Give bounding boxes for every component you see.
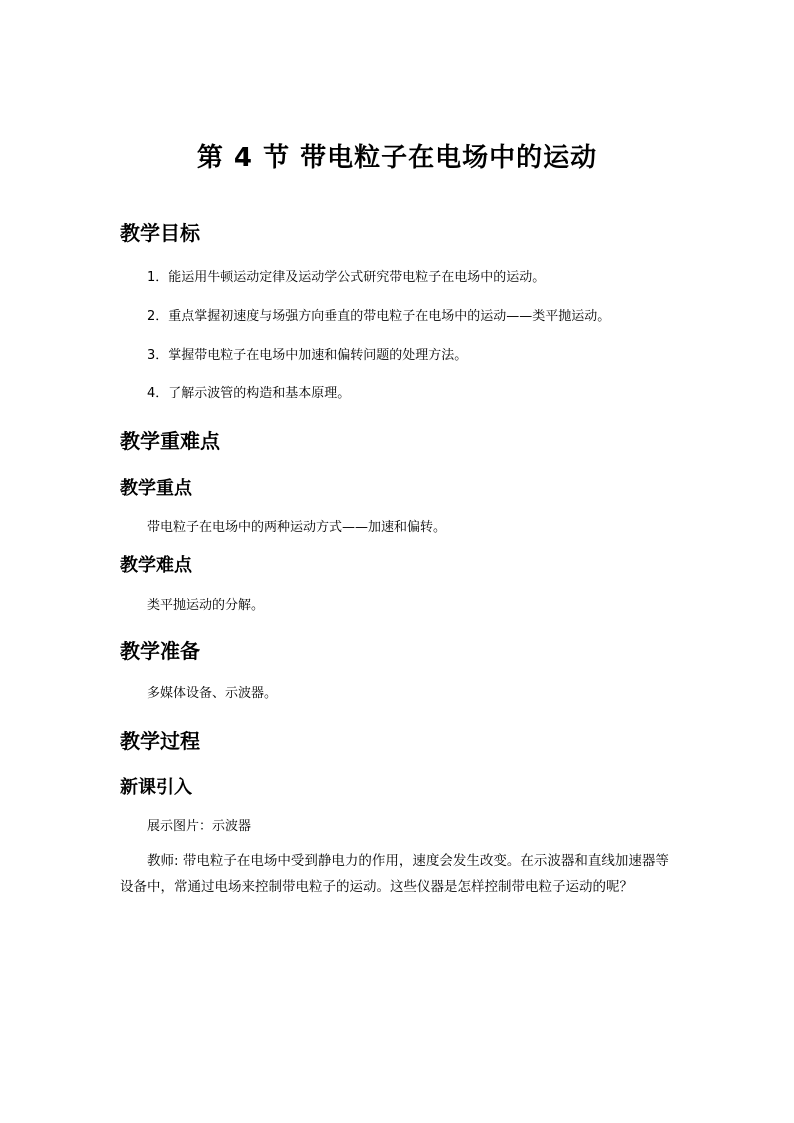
preparation-text: 多媒体设备、示波器。 — [147, 686, 278, 701]
objective-item-3: 3．掌握带电粒子在电场中加速和偏转问题的处理方法。 — [147, 348, 468, 363]
process-heading: 教学过程 — [120, 729, 200, 753]
objective-item-4: 4．了解示波管的构造和基本原理。 — [147, 386, 351, 401]
key-point-text: 带电粒子在电场中的两种运动方式——加速和偏转。 — [147, 520, 447, 535]
intro-line: 展示图片：示波器 — [147, 819, 252, 834]
key-point-heading: 教学重点 — [120, 478, 192, 499]
preparation-heading: 教学准备 — [120, 639, 200, 663]
objectives-heading: 教学目标 — [120, 221, 200, 245]
key-difficult-heading: 教学重难点 — [120, 429, 220, 453]
objective-item-2: 2．重点掌握初速度与场强方向垂直的带电粒子在电场中的运动——类平抛运动。 — [147, 309, 611, 324]
objective-item-1: 1．能运用牛顿运动定律及运动学公式研究带电粒子在电场中的运动。 — [147, 270, 546, 285]
document-title: 第 4 节 带电粒子在电场中的运动 — [196, 143, 598, 173]
intro-heading: 新课引入 — [120, 777, 192, 798]
difficult-point-text: 类平抛运动的分解。 — [147, 598, 265, 613]
difficult-point-heading: 教学难点 — [120, 555, 192, 576]
intro-paragraph: 教师: 带电粒子在电场中受到静电力的作用，速度会发生改变。在示波器和直线加速器等设备中，常通过电场来控制带电粒子的运动。这些仪器是怎样控制带电粒子运动的呢？ — [120, 853, 669, 895]
